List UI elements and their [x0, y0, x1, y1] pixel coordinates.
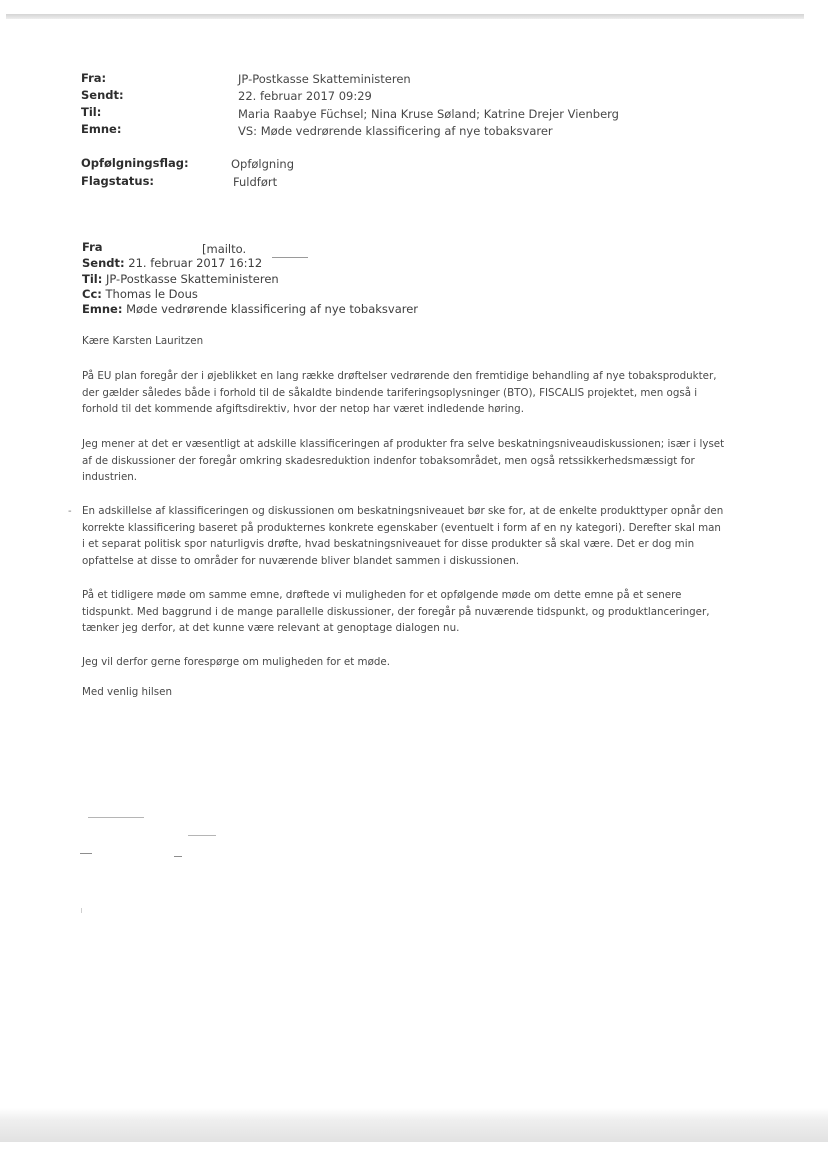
- flag-status-label: Flagstatus:: [81, 174, 155, 188]
- redaction-mark: [272, 257, 308, 258]
- fwd-to-line: [82, 272, 279, 286]
- paragraph-line: korrekte klassificering baseret på produkternes konkrete egenskaber (eventuelt i form af en ny kategori). Derefter skal man: [82, 521, 721, 534]
- fwd-from-line: [82, 240, 103, 254]
- to-label: Til:: [81, 105, 102, 119]
- paragraph-line: En adskillelse af klassificeringen og diskussionen om beskatningsniveauet bør ske for, at de enkelte produkttyper opnår den: [82, 505, 724, 517]
- signature-redaction: [80, 853, 92, 854]
- paragraph-2: [82, 436, 762, 486]
- paragraph-line: På EU plan foregår der i øjeblikket en lang række drøftelser vedrørende den fremtidige behandling af nye tobaksprodukter,: [82, 370, 717, 382]
- margin-dash: -: [68, 506, 72, 517]
- paragraph-line: opfattelse at disse to områder for nuværende bliver blandet sammen i diskussionen.: [82, 554, 520, 567]
- fwd-cc-value: Thomas le Dous: [105, 287, 198, 301]
- fwd-subject-label: Emne:: [82, 302, 123, 316]
- fwd-from-value: [mailto.: [202, 242, 247, 256]
- paragraph-line: i et separat politisk spor naturligvis drøfte, hvad beskatningsniveauet for disse produkter så skal være. Det er dog min: [82, 538, 695, 550]
- closing: Med venlig hilsen: [82, 686, 172, 698]
- sent-label: Sendt:: [81, 88, 124, 102]
- paragraph-4: [82, 587, 762, 637]
- paragraph-line: forhold til det kommende afgiftsdirektiv, hvor der netop har været indledende høring.: [82, 403, 524, 415]
- signature-redaction: [188, 835, 216, 836]
- signature-redaction: [174, 856, 182, 857]
- fwd-to-value: JP-Postkasse Skatteministeren: [105, 272, 279, 286]
- greeting: Kære Karsten Lauritzen: [82, 335, 204, 347]
- subject-label: Emne:: [81, 122, 122, 136]
- paragraph-line: tidspunkt. Med baggrund i de mange parallelle diskussioner, der foregår på nuværende tidspunkt, og produktlanceringer,: [82, 605, 710, 618]
- paragraph-line: På et tidligere møde om samme emne, drøftede vi muligheden for et opfølgende møde om dette emne på et senere: [82, 589, 682, 601]
- from-label: Fra:: [81, 71, 107, 85]
- followup-flag-label: Opfølgningsflag:: [81, 156, 189, 170]
- paragraph-line: tænker jeg derfor, at det kunne være relevant at genoptage dialogen nu.: [82, 622, 460, 634]
- paragraph-line: Jeg mener at det er væsentligt at adskille klassificeringen af produkter fra selve beskatningsniveaudiskussionen; især i lyset: [82, 438, 725, 450]
- from-value: JP-Postkasse Skatteministeren: [238, 72, 411, 86]
- to-value: Maria Raabye Füchsel; Nina Kruse Søland; Katrine Drejer Vienberg: [238, 107, 619, 121]
- paragraph-5: Jeg vil derfor gerne forespørge om muligheden for et møde.: [82, 656, 391, 668]
- paragraph-line: der gælder således både i forhold til de såkaldte bindende tariferingsoplysninger (BTO), FISCALIS projektet, men også i: [82, 386, 698, 399]
- paragraph-3: [82, 503, 762, 569]
- fwd-cc-line: [82, 287, 198, 301]
- fwd-subject-value: Møde vedrørende klassificering af nye tobaksvarer: [126, 302, 419, 316]
- paragraph-line: af de diskussioner der foregår omkring skadesreduktion indenfor tobaksområdet, men også retssikkerhedsmæssigt for: [82, 454, 695, 467]
- scan-bottom-shadow: [0, 1108, 828, 1142]
- followup-flag-value: Opfølgning: [231, 157, 295, 171]
- fwd-from-label: Fra: [82, 240, 103, 254]
- paragraph-1: [82, 368, 762, 418]
- fwd-sent-label: Sendt:: [82, 256, 125, 270]
- flag-status-value: Fuldført: [233, 175, 278, 189]
- signature-redaction: [88, 817, 144, 818]
- fwd-subject-line: [82, 302, 418, 316]
- scan-speck: [81, 908, 82, 913]
- fwd-to-label: Til:: [82, 272, 103, 286]
- fwd-cc-label: Cc:: [82, 287, 102, 301]
- paragraph-line: industrien.: [82, 471, 138, 483]
- fwd-sent-line: [82, 256, 262, 270]
- fwd-sent-value: 21. februar 2017 16:12: [128, 256, 263, 270]
- sent-value: 22. februar 2017 09:29: [238, 89, 372, 103]
- subject-value: VS: Møde vedrørende klassificering af nye tobaksvarer: [238, 124, 553, 138]
- scan-top-edge: [6, 14, 804, 19]
